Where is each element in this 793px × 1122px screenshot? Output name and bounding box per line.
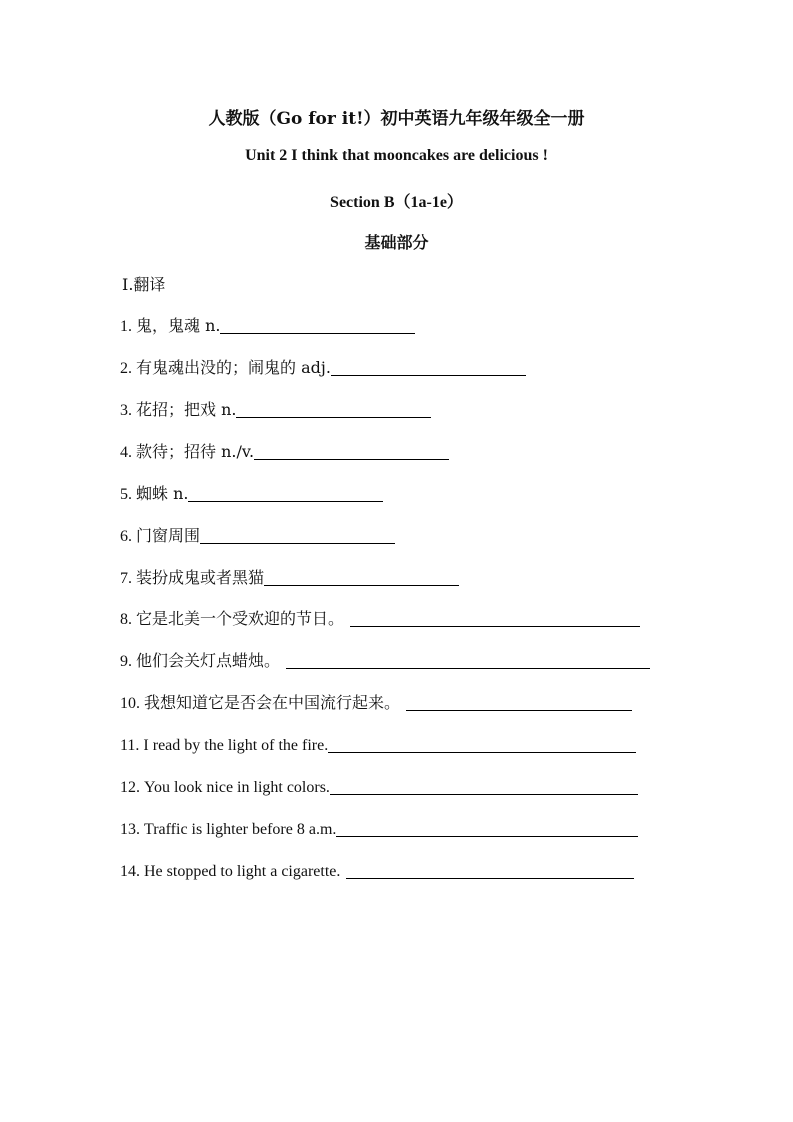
item-number: 11. (120, 737, 140, 754)
exercise-item-6 (120, 522, 395, 546)
item-prompt: I read by the light of the fire. (143, 737, 329, 754)
item-prompt: 它是北美一个受欢迎的节日。 (136, 609, 345, 628)
item-prompt: 花招；把戏 n. (136, 400, 237, 419)
item-prompt: 鬼，鬼魂 n. (136, 316, 221, 335)
exercise-item-8 (120, 605, 640, 629)
unit-title: Unit 2 I think that mooncakes are delicious ! (245, 147, 548, 164)
item-number: 14. (120, 863, 140, 880)
answer-blank[interactable] (328, 734, 636, 753)
item-number: 12. (120, 779, 140, 796)
answer-blank[interactable] (220, 315, 415, 334)
exercise-item-2 (120, 354, 526, 378)
item-number: 5. (120, 486, 132, 503)
answer-blank[interactable] (188, 483, 383, 502)
item-prompt: 装扮成鬼或者黑猫 (136, 568, 265, 587)
exercise-item-11 (120, 731, 636, 755)
item-number: 7. (120, 570, 132, 587)
item-prompt: 门窗周围 (136, 526, 201, 545)
answer-blank[interactable] (346, 860, 634, 879)
item-prompt: 蜘蛛 n. (136, 484, 189, 503)
item-number: 4. (120, 444, 132, 461)
item-prompt: He stopped to light a cigarette. (144, 863, 341, 880)
exercise-item-14 (120, 857, 634, 881)
answer-blank[interactable] (236, 399, 431, 418)
exercise-item-5 (120, 480, 383, 504)
item-number: 6. (120, 528, 132, 545)
answer-blank[interactable] (406, 692, 632, 711)
item-prompt: 我想知道它是否会在中国流行起来。 (144, 693, 401, 712)
item-number: 1. (120, 318, 132, 335)
item-prompt: You look nice in light colors. (144, 779, 330, 796)
exercise-label: Ⅰ.翻译 (122, 275, 166, 294)
part-title: 基础部分 (364, 233, 429, 252)
item-number: 13. (120, 821, 140, 838)
item-prompt: Traffic is lighter before 8 a.m. (144, 821, 337, 838)
exercise-item-7 (120, 564, 459, 588)
document-title: 人教版（Go for it!）初中英语九年级年级全一册 (208, 109, 585, 129)
exercise-item-12 (120, 773, 638, 797)
exercise-item-10 (120, 689, 632, 713)
item-number: 8. (120, 611, 132, 628)
section-title: Section B（1a-1e） (330, 194, 463, 211)
answer-blank[interactable] (286, 650, 650, 669)
exercise-item-13 (120, 815, 638, 839)
exercise-item-4 (120, 438, 449, 462)
item-number: 2. (120, 360, 132, 377)
item-number: 10. (120, 695, 140, 712)
answer-blank[interactable] (336, 818, 638, 837)
answer-blank[interactable] (330, 776, 638, 795)
exercise-item-1 (120, 312, 415, 336)
answer-blank[interactable] (264, 567, 459, 586)
item-number: 9. (120, 653, 132, 670)
answer-blank[interactable] (200, 525, 395, 544)
exercise-item-9 (120, 647, 650, 671)
item-prompt: 有鬼魂出没的；闹鬼的 adj. (136, 358, 331, 377)
item-prompt: 款待；招待 n./v. (136, 442, 255, 461)
answer-blank[interactable] (331, 357, 526, 376)
exercise-item-3 (120, 396, 431, 420)
item-number: 3. (120, 402, 132, 419)
answer-blank[interactable] (350, 608, 640, 627)
answer-blank[interactable] (254, 441, 449, 460)
item-prompt: 他们会关灯点蜡烛。 (136, 651, 281, 670)
